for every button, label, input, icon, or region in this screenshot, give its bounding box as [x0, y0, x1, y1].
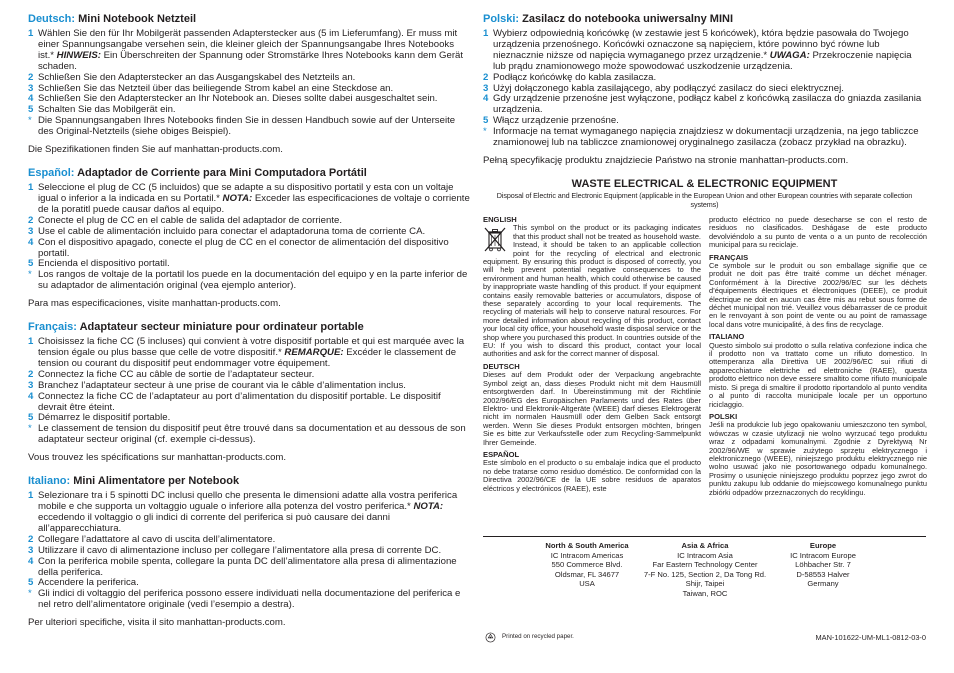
- instruction-list: [28, 183, 470, 292]
- step-number: *: [28, 115, 32, 127]
- specifications-note: Vous trouvez les spécifications sur manhattan-products.com.: [28, 452, 287, 464]
- address-line: 550 Commerce Blvd.: [551, 560, 623, 570]
- step-text: Selezionare tra i 5 spinotti DC inclusi quello che presenta le dimensioni adatte alla vostra periferica mobile e che supporta un voltaggio uguale o inferiore alla potenza del vostro periferica.*: [38, 490, 458, 513]
- address-line: 7-F No. 125, Section 2, Da Tong Rd.: [643, 569, 767, 579]
- note-label: NOTA:: [413, 501, 444, 513]
- weee-title: WASTE ELECTRICAL & ELECTRONIC EQUIPMENT: [571, 177, 838, 190]
- address-line: Taiwan, ROC: [682, 588, 728, 598]
- weee-text-espanol-cont: producto eléctrico no puede desecharse se con el resto de residuos no clasificados. Deshágase de este producto devolviéndolo a su punto de venta o a un punto de recolección municipal para su reciclaje.: [709, 214, 927, 250]
- step-number: 5: [28, 412, 34, 424]
- step-text: Użyj dołączonego kabla zasilającego, aby podłączyć zasilacz do sieci elektrycznej.: [493, 82, 844, 94]
- step-text: Informacje na temat wymaganego napięcia znajdziesz w dokumentacji urządzenia, na jego tabliczce znamionowej lub na tabliczce znamionowej oryginalnego zasilacza (zobacz przykład na obrazku).: [493, 126, 919, 149]
- address-line: Oldsmar, FL 34677: [554, 569, 620, 579]
- instruction-step: [483, 29, 926, 73]
- step-text: Con la periferica mobile spenta, collegare la punta DC dell’alimentatore alla presa di alimentazione della periferica.: [38, 555, 457, 578]
- step-text: Démarrez le dispositif portable.: [38, 412, 171, 424]
- weee-text-deutsch: Dieses auf dem Produkt oder der Verpackung angebrachte Symbol zeigt an, dass dieses Produkt nicht mit dem Hausmüll entsorgtwerden darf. In Übereinstimmung mit der Richtlinie 2002/96/EG des Europäischen Parlaments und des Rates über Elektro- und Elektronik-Altgeräte (WEEE) darf dieses Elektrogerät nicht im normalen Hausmüll oder dem Gelben Sack entsorgt werden. Wenn Sie dieses Produkt entsorgen möchten, bringen Sie es bitte zur Verkaufsstelle oder zum Recycling-Sammelpunkt Ihrer Gemeinde.: [483, 370, 701, 447]
- address-line: USA: [579, 579, 595, 589]
- note-label: HINWEIS:: [56, 49, 101, 61]
- instruction-step: [28, 29, 470, 73]
- step-number: 2: [28, 214, 34, 226]
- address-region: Europe: [809, 541, 837, 550]
- weee-heading-italiano: ITALIANO: [709, 332, 745, 342]
- instruction-step: [483, 94, 926, 116]
- crossed-out-wheelie-bin-icon: [483, 226, 507, 252]
- step-text: Utilizzare il cavo di alimentazione incluso per collegare l’alimentatore alla presa di corrente DC.: [38, 544, 442, 556]
- specifications-note: Para mas especificaciones, visite manhattan-products.com.: [28, 298, 281, 310]
- step-text: Branchez l’adaptateur secteur à une prise de courant via le câble d’alimentation inclus.: [38, 379, 406, 391]
- step-number: 4: [483, 93, 489, 105]
- step-number: 2: [28, 71, 34, 83]
- section-title: Mini Notebook Netzteil: [78, 13, 197, 25]
- step-text: Podłącz końcówkę do kabla zasilacza.: [493, 71, 657, 83]
- step-number: 5: [28, 104, 34, 116]
- weee-text-francais: Ce symbole sur le produit ou son emballage signifie que ce produit ne doit pas être traité comme un déchet ménager. Conformément à la Directive 2002/96/EC sur les déchets d’équipements électriques et électroniques (DEEE), ce produit électrique ne doit en aucun cas être mis au rebut sous forme de déchet municipal non trié. Veuillez vous débarrasser de ce produit en le renvoyant à son point de vente ou au point de ramassage local dans votre municipalité, à des fins de recyclage.: [709, 261, 927, 329]
- step-number: 3: [483, 82, 489, 94]
- instruction-list: [28, 29, 470, 138]
- step-text: Le classement de tension du dispositif peut être trouvé dans sa documentation et au dessous de son adaptateur secteur original (cf. exemple ci-dessus).: [38, 423, 466, 446]
- weee-column-left: [483, 216, 701, 493]
- step-number: 5: [28, 577, 34, 589]
- step-text: Conecte el plug de CC en el cable de salida del adaptador de corriente.: [38, 214, 343, 226]
- step-number: 2: [28, 368, 34, 380]
- step-number: 1: [28, 336, 34, 348]
- step-text: Włącz urządzenie przenośne.: [493, 115, 619, 127]
- step-text: Die Spannungsangaben Ihres Notebooks finden Sie in dessen Handbuch sowie auf der Unterseite des Original-Netzteils (siehe obiges Beispiel).: [38, 115, 456, 138]
- section-title: Adaptador de Corriente para Mini Computadora Portátil: [77, 167, 367, 180]
- note-label: UWAGA:: [769, 49, 810, 61]
- instruction-step: [28, 238, 470, 260]
- weee-heading-english: ENGLISH: [483, 214, 517, 224]
- step-text: Gli indici di voltaggio del periferica possono essere individuati nella documentazione del periferica e nel retro dell’alimentatore originale (vedi l’esempio a destra).: [38, 588, 461, 611]
- address-line: Löhbacher Str. 7: [795, 560, 851, 570]
- step-number: 4: [28, 390, 34, 402]
- step-number: 3: [28, 379, 34, 391]
- note-text: Excéder le classement de tension ou courant du dispositif peut endommager votre équipement.: [38, 347, 457, 369]
- step-text: Wählen Sie den für Ihr Mobilgerät passenden Adapterstecker aus (5 im Lieferumfang). Er muss mit einer Spannungsangabe versehen sein, die kleiner gleich der Spannungsangabe Ihres Notebooks ist.*: [38, 28, 458, 61]
- step-number: *: [28, 269, 32, 281]
- weee-heading-polski: POLSKI: [709, 411, 738, 421]
- section-title: Adaptateur secteur miniature pour ordinateur portable: [79, 321, 364, 334]
- step-text: Choisissez la fiche CC (5 incluses) qui convient à votre dispositif portable et qui est marquée avec la tension égale ou plus basse que celle de votre dispositif.*: [38, 336, 465, 359]
- section-heading: [28, 13, 470, 25]
- address-europe: [753, 541, 893, 589]
- step-text: Wybierz odpowiednią końcówkę (w zestawie jest 5 końcówek), która będzie pasowała do Twojego urządzenia przenośnego. Końcówki oznaczone są napięciem, które powinno być równe lub nieznacznie niższe od napięcia wymaganego przez urządzenie.*: [493, 28, 909, 61]
- recycle-icon: [485, 632, 496, 643]
- note-text: Exceder las especificaciones de voltaje o corriente de la poratitl puede causar daños al equipo.: [38, 192, 470, 215]
- address-line: D-58553 Halver: [796, 569, 850, 579]
- section-francais: [28, 321, 470, 463]
- address-line: Germany: [807, 579, 839, 589]
- step-text: Los rangos de voltaje de la portatil los puede en la documentación del equipo y en la parte inferior de su adaptador de alimentación original (vea ejemplo anterior).: [38, 269, 468, 292]
- section-deutsch: [28, 13, 470, 155]
- section-title: Zasilacz do notebooka uniwersalny MINI: [522, 13, 734, 25]
- instruction-list: [28, 337, 470, 446]
- instruction-step: [28, 392, 470, 414]
- weee-text-polski: Jeśli na produkcie lub jego opakowaniu umieszczono ten symbol, wówczas w czasie utylizacji nie wolno wyrzucać tego produktu wraz z odpadami komunalnymi. Zgodnie z Dyrektywą Nr 2002/96/WE w sprawie zużytego sprzętu elektrycznego i elektronicznego (WEEE), niniejszego produktu elektrycznego nie wolno usuwać jako nie posortowanego odpadu komunalnego. Prosimy o usunięcie niniejszego produktu poprzez jego zwrot do punktu zakupu lub oddanie do miejscowego komunalnego punktu zbiórki odpadów przeznaczonych do recyklingu.: [709, 420, 927, 497]
- step-number: 5: [483, 115, 489, 127]
- step-number: 4: [28, 236, 34, 248]
- step-number: 1: [28, 490, 34, 502]
- section-language: Italiano:: [28, 475, 71, 488]
- step-text: Con el dispositivo apagado, conecte el plug de CC en el conector de alimentación del dispositivo portatil.: [38, 236, 449, 259]
- step-text: Gdy urządzenie przenośne jest wyłączone, podłącz kabel z końcówką zasilacza do gniazda zasilania urządzenia.: [493, 93, 922, 116]
- footnote-item: [28, 589, 470, 611]
- step-text: Connectez la fiche CC de l’adaptateur au port d’alimentation du dispositif portable. Le dispositif devrait être éteint.: [38, 390, 441, 413]
- section-heading: [483, 13, 926, 25]
- section-language: Español:: [28, 167, 75, 180]
- step-number: *: [483, 126, 487, 138]
- step-text: Connectez la fiche CC au câble de sortie de l’adaptateur secteur.: [38, 368, 315, 380]
- footnote-item: [483, 127, 926, 149]
- address-region: Asia & Africa: [681, 541, 729, 550]
- section-language: Français:: [28, 321, 77, 334]
- step-number: 3: [28, 82, 34, 94]
- note-label: REMARQUE:: [284, 347, 344, 359]
- note-text: eccedendo il voltaggio o gli indici di corrente del periferica si può causare dei danni all’apparecchiatura.: [38, 512, 390, 534]
- step-number: 2: [28, 533, 34, 545]
- address-region: North & South America: [545, 541, 629, 550]
- footnote-item: [28, 270, 470, 292]
- weee-text-espanol: Este símbolo en el producto o su embalaje indica que el producto no debe tratarse como residuo doméstico. De conformidad con la Directiva 2002/96/CE de la UE sobre residuos de aparatos eléctricos y electrónicos (RAEE), este: [483, 458, 701, 493]
- specifications-note: Per ulteriori specifiche, visita il sito manhattan-products.com.: [28, 617, 286, 629]
- instruction-step: [28, 183, 470, 216]
- section-heading: [28, 167, 470, 179]
- section-heading: [28, 475, 470, 487]
- specifications-note: Pełną specyfikację produktu znajdziecie Państwo na stronie manhattan-products.com.: [483, 154, 849, 166]
- instruction-list: [483, 29, 926, 149]
- instruction-step: [28, 337, 470, 370]
- weee-heading-deutsch: DEUTSCH: [483, 361, 520, 371]
- address-line: Far Eastern Technology Center: [652, 560, 758, 570]
- step-number: 3: [28, 544, 34, 556]
- note-text: Ein Überschreiten der Spannung oder Stromstärke Ihres Notebooks kann dem Gerät schaden.: [38, 49, 464, 72]
- step-text: Schließen Sie den Adapterstecker an Ihr Notebook an. Dieses sollte dabei ausgeschaltet sein.: [38, 93, 438, 105]
- step-text: Encienda el dispositivo portatil.: [38, 258, 170, 270]
- note-text: Przekroczenie napięcia lub prądu znamionowego może spowodować uszkodzenie urządzenia.: [493, 49, 912, 72]
- step-number: 1: [28, 182, 34, 194]
- step-number: 3: [28, 225, 34, 237]
- weee-heading-francais: FRANÇAIS: [709, 252, 749, 262]
- footnote-item: [28, 424, 470, 446]
- weee-text-english: This symbol on the product or its packaging indicates that this product shall not be treated as household waste. Instead, it should be taken to an applicable collection point for the recycling of electrical and electronic equipment. By ensuring this product is disposed of correctly, you will help prevent potential negative consequences to the environment and human health, which could otherwise be caused by inappropriate waste handling of this product. If your equipment contains easily removable batteries or accumulators, dispose of these separately according to your local requirements. The recycling of materials will help to conserve natural resources. For more detailed information about recycling of this product, contact your local city office, your household waste disposal service or the shop where you purchased this product. In countries outside of the EU: If you wish to discard this product, contact your local authorities and ask for the correct manner of disposal.: [483, 223, 701, 359]
- note-label: NOTA:: [222, 192, 253, 204]
- weee-heading-espanol: ESPAÑOL: [483, 449, 520, 459]
- specifications-note: Die Spezifikationen finden Sie auf manhattan-products.com.: [28, 144, 283, 156]
- address-line: IC Intracom Americas: [550, 550, 624, 560]
- weee-subtitle: Disposal of Electric and Electronic Equipment (applicable in the European Union and other European countries with separate collection systems): [496, 190, 913, 209]
- instruction-step: [28, 491, 470, 535]
- section-title: Mini Alimentatore per Notebook: [73, 475, 240, 488]
- step-text: Schalten Sie das Mobilgerät ein.: [38, 104, 176, 116]
- step-number: 1: [28, 28, 34, 39]
- right-column: [483, 13, 927, 642]
- step-text: Collegare l’adattatore al cavo di uscita dell’alimentatore.: [38, 533, 276, 545]
- step-number: 2: [483, 71, 489, 83]
- step-number: 4: [28, 555, 34, 567]
- footnote-item: [28, 116, 470, 138]
- step-text: Schließen Sie das Netzteil über das beiliegende Strom kabel an eine Steckdose an.: [38, 82, 394, 94]
- step-number: 1: [483, 28, 489, 39]
- instruction-step: [28, 557, 470, 579]
- step-number: *: [28, 423, 32, 435]
- weee-notices: [483, 216, 926, 506]
- address-block: [483, 536, 926, 598]
- address-line: IC Intracom Europe: [790, 550, 856, 560]
- section-language: Deutsch:: [28, 13, 76, 25]
- step-text: Use el cable de alimentación incluido para conectar el adaptadoruna toma de corriente CA.: [38, 225, 426, 237]
- document-code: MAN-101622-UM-ML1-0812-03-0: [815, 633, 926, 642]
- address-line: Shijr, Taipei: [685, 579, 725, 589]
- left-column: [28, 13, 470, 640]
- step-text: Seleccione el plug de CC (5 incluidos) que se adapte a su dispositivo portatil y esta con un voltaje igual o inferior a la indicada en su Portatil.*: [38, 182, 454, 204]
- section-language: Polski:: [483, 13, 520, 25]
- weee-text-italiano: Questo simbolo sui prodotto o sulla relativa confezione indica che il prodotto non va trattato come un rifiuto domestico. In ottemperanza alla Direttiva UE 2002/96/EC sui rifiuti di apparecchiature elettriche ed elettroniche (RAEE), questa prodotto elettrico non deve essere smaltito come rifiuto municipale misto. Si prega di smaltire il prodotto riportandolo al punto vendita o al punto di raccolta municipale locale per un opportuno riciclaggio.: [709, 340, 927, 409]
- section-espanol: [28, 167, 470, 309]
- section-polski: [483, 13, 926, 166]
- step-number: 5: [28, 258, 34, 270]
- section-italiano: [28, 475, 470, 628]
- address-line: IC Intracom Asia: [677, 550, 733, 560]
- recycled-paper-note: Printed on recycled paper.: [502, 633, 574, 640]
- step-number: 4: [28, 93, 34, 105]
- step-number: *: [28, 588, 32, 600]
- weee-column-right: [709, 216, 927, 497]
- step-text: Accendere la periferica.: [38, 577, 139, 589]
- section-heading: [28, 321, 470, 333]
- instruction-list: [28, 491, 470, 611]
- step-text: Schließen Sie den Adapterstecker an das Ausgangskabel des Netzteils an.: [38, 71, 356, 83]
